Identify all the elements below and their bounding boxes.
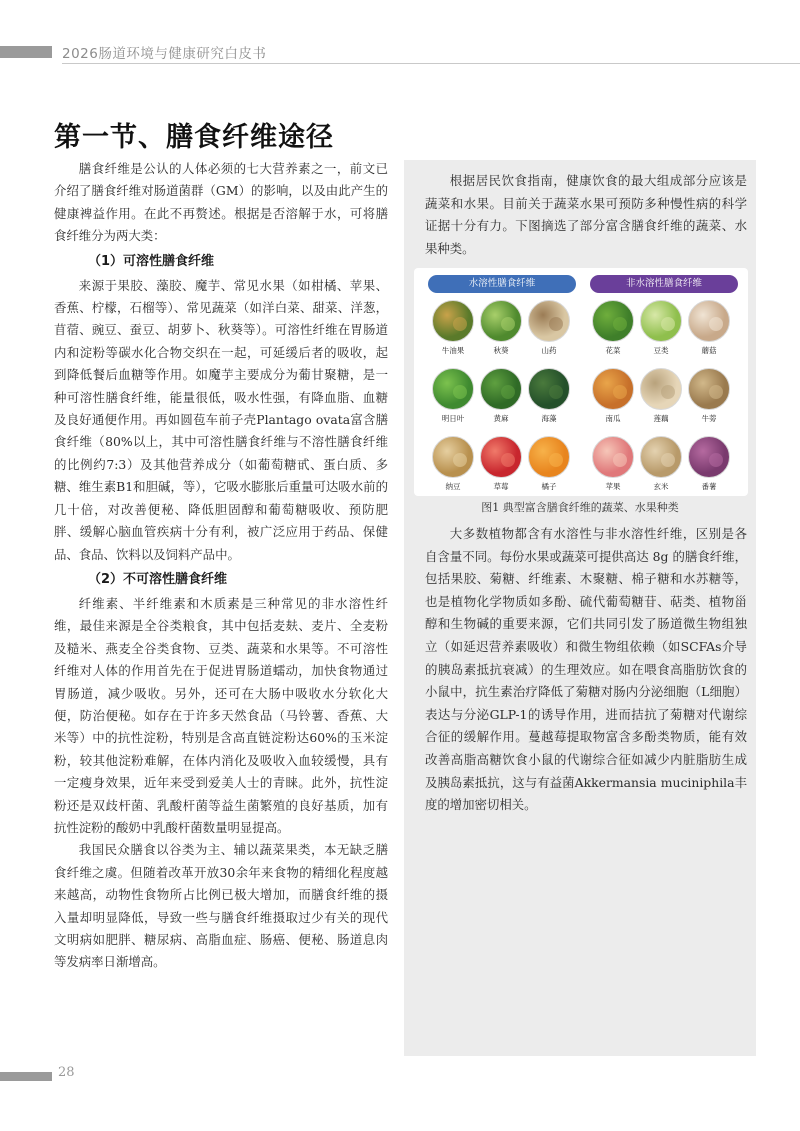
food-item — [432, 368, 474, 423]
food-photo-highlight — [613, 453, 627, 467]
food-photo-highlight — [709, 453, 723, 467]
figure-header-soluble: 水溶性膳食纤维 — [428, 275, 576, 293]
food-photo-highlight — [613, 385, 627, 399]
food-photo — [432, 368, 474, 410]
food-item — [528, 300, 570, 355]
food-label: 明日叶 — [441, 414, 465, 423]
left-column — [54, 158, 388, 974]
food-item — [528, 368, 570, 423]
food-photo — [528, 300, 570, 342]
food-photo — [528, 436, 570, 478]
food-photo-highlight — [501, 453, 515, 467]
food-label: 秋葵 — [493, 346, 509, 355]
food-label: 橘子 — [541, 482, 557, 491]
food-photo — [688, 368, 730, 410]
running-header-title: 2026肠道环境与健康研究白皮书 — [62, 46, 267, 62]
food-item — [640, 300, 682, 355]
food-photo — [432, 436, 474, 478]
food-label: 牛蒡 — [701, 414, 717, 423]
food-photo-highlight — [501, 317, 515, 331]
food-label: 南瓜 — [605, 414, 621, 423]
food-photo — [528, 368, 570, 410]
food-photo — [480, 368, 522, 410]
food-photo-highlight — [661, 453, 675, 467]
food-item — [640, 368, 682, 423]
subheading-insoluble-fiber: （2）不可溶性膳食纤维 — [88, 571, 228, 587]
food-photo-highlight — [709, 385, 723, 399]
food-photo — [480, 436, 522, 478]
food-label: 纳豆 — [445, 482, 461, 491]
food-photo-highlight — [549, 317, 563, 331]
food-photo — [592, 368, 634, 410]
figure-caption: 图1 典型富含膳食纤维的蔬菜、水果种类 — [481, 501, 679, 514]
food-photo-highlight — [549, 385, 563, 399]
paragraph-fiber-effects: 大多数植物都含有水溶性与非水溶性纤维，区别是各自含量不同。每份水果或蔬菜可提供高达 8g 的膳食纤维，包括果胶、菊糖、纤维素、木聚糖、棉子糖和水苏糖等，也是植物化学物质如多酚、硫代葡萄糖苷、萜类、植物甾醇和生物碱的重要来源，它们共同引发了肠道微生物组独立（如延迟营养素吸收）和微生物组依赖（如SCFAs介导的胰岛素抵抗衰减）的生理效应。如在喂食高脂肪饮食的小鼠中，抗生素治疗降低了菊糖对肠内分泌细胞（L细胞）表达与分泌GLP-1的诱导作用，进而拮抗了菊糖对代谢综合征的缓解作用。蔓越莓提取物富含多酚类物质，能有效改善高脂高糖饮食小鼠的代谢综合征如减少内脏脂肪生成及胰岛素抵抗，这与有益菌Akkermansia muciniphila丰度的增加密切相关。 — [425, 526, 747, 813]
food-photo-highlight — [501, 385, 515, 399]
food-item — [592, 368, 634, 423]
food-photo — [592, 436, 634, 478]
section-title: 第一节、膳食纤维途径 — [54, 122, 334, 153]
food-item — [688, 436, 730, 491]
food-photo — [640, 368, 682, 410]
page-number: 28 — [58, 1065, 75, 1080]
food-label: 海藻 — [541, 414, 557, 423]
food-item — [688, 368, 730, 423]
food-photo-highlight — [709, 317, 723, 331]
food-item — [528, 436, 570, 491]
food-item — [688, 300, 730, 355]
food-photo-highlight — [661, 317, 675, 331]
food-photo — [592, 300, 634, 342]
food-photo-highlight — [613, 317, 627, 331]
food-item — [480, 368, 522, 423]
food-photo-highlight — [549, 453, 563, 467]
paragraph-diet-guide: 根据居民饮食指南，健康饮食的最大组成部分应该是蔬菜和水果。目前关于蔬菜水果可预防多种慢性病的科学证据十分有力。下图摘选了部分富含膳食纤维的蔬菜、水果种类。 — [425, 173, 747, 256]
food-photo — [480, 300, 522, 342]
food-photo-highlight — [661, 385, 675, 399]
sidebar-text-bottom — [425, 523, 747, 817]
paragraph-insoluble-fiber: 纤维素、半纤维素和木质素是三种常见的非水溶性纤维，最佳来源是全谷类粮食，其中包括麦麸、麦片、全麦粉及糙米、燕麦全谷类食物、豆类、蔬菜和水果等。不可溶性纤维对人体的作用首先在于促进胃肠道蠕动，加快食物通过胃肠道，减少吸收。另外，还可在大肠中吸收水分软化大便，防治便秘。如存在于许多天然食品（马铃薯、香蕉、大米等）中的抗性淀粉，特别是含高直链淀粉达60%的玉米淀粉，较其他淀粉难解，在体内消化及吸收入血较缓慢，具有一定瘦身效果，近年来受到爱美人士的青睐。此外，抗性淀粉还是双歧杆菌、乳酸杆菌等益生菌繁殖的良好基质，加有抗性淀粉的酸奶中乳酸杆菌数量明显提高。 — [54, 595, 388, 835]
food-label: 豆类 — [653, 346, 669, 355]
food-photo — [688, 436, 730, 478]
food-item — [432, 300, 474, 355]
figure-header-insoluble: 非水溶性膳食纤维 — [590, 275, 738, 293]
paragraph-intro: 膳食纤维是公认的人体必须的七大营养素之一，前文已介绍了膳食纤维对肠道菌群（GM）的影响，以及由此产生的健康裨益作用。在此不再赘述。根据是否溶解于水，可将膳食纤维分为两大类： — [54, 161, 388, 244]
food-label: 番薯 — [701, 482, 717, 491]
food-label: 黄麻 — [493, 414, 509, 423]
food-item — [592, 436, 634, 491]
food-label: 苹果 — [605, 482, 621, 491]
food-item — [592, 300, 634, 355]
food-photo-highlight — [453, 453, 467, 467]
food-item — [480, 436, 522, 491]
food-item — [480, 300, 522, 355]
food-label: 牛油果 — [441, 346, 465, 355]
food-figure — [414, 268, 748, 496]
food-photo — [640, 436, 682, 478]
paragraph-soluble-fiber: 来源于果胶、藻胶、魔芋、常见水果（如柑橘、苹果、香蕉、柠檬，石榴等）、常见蔬菜（如洋白菜、甜菜、洋葱，苜蓿、豌豆、蚕豆、胡萝卜、秋葵等）。可溶性纤维在胃肠道内和淀粉等碳水化合物交织在一起，可延缓后者的吸收，起到降低餐后血糖等作用。如魔芋主要成分为葡甘聚糖，是一种可溶性膳食纤维，能量很低，吸水性强，有降血脂、血糖及良好通便作用。再如圆苞车前子壳Plantago ovata富含膳食纤维（80%以上，其中可溶性膳食纤维与不溶性膳食纤维的比例约7:3）及其他营养成分（如葡萄糖甙、蛋白质、多糖、维生素B1和胆碱，等），它吸水膨胀后重量可达吸水前的几十倍，对改善便秘、降低胆固醇和葡萄糖吸收、预防肥胖、缓解心脑血管疾病十分有利，被广泛应用于药品、保健品、食品、饮料以及饲料产品中。 — [54, 277, 388, 562]
food-item — [432, 436, 474, 491]
subheading-soluble-fiber: （1）可溶性膳食纤维 — [88, 253, 215, 269]
header-accent-bar — [0, 46, 52, 58]
food-label: 草莓 — [493, 482, 509, 491]
food-label: 山药 — [541, 346, 557, 355]
food-photo — [640, 300, 682, 342]
food-label: 花菜 — [605, 346, 621, 355]
footer-accent-bar — [0, 1072, 52, 1081]
food-photo-highlight — [453, 317, 467, 331]
food-label: 玄米 — [653, 482, 669, 491]
food-label: 莲藕 — [653, 414, 669, 423]
food-label: 蘑菇 — [701, 346, 717, 355]
food-photo — [432, 300, 474, 342]
food-photo-highlight — [453, 385, 467, 399]
header-rule — [62, 63, 800, 64]
paragraph-diet-trend: 我国民众膳食以谷类为主、辅以蔬菜果类，本无缺乏膳食纤维之虞。但随着改革开放30余年来食物的精细化程度越来越高，动物性食物所占比例已极大增加，而膳食纤维的摄入量却明显降低，导致一些与膳食纤维摄取过少有关的现代文明病如肥胖、糖尿病、高脂血症、肠癌、便秘、肠道息肉等发病率日渐增高。 — [54, 842, 388, 970]
food-photo — [688, 300, 730, 342]
sidebar-text-top — [425, 170, 747, 260]
food-item — [640, 436, 682, 491]
